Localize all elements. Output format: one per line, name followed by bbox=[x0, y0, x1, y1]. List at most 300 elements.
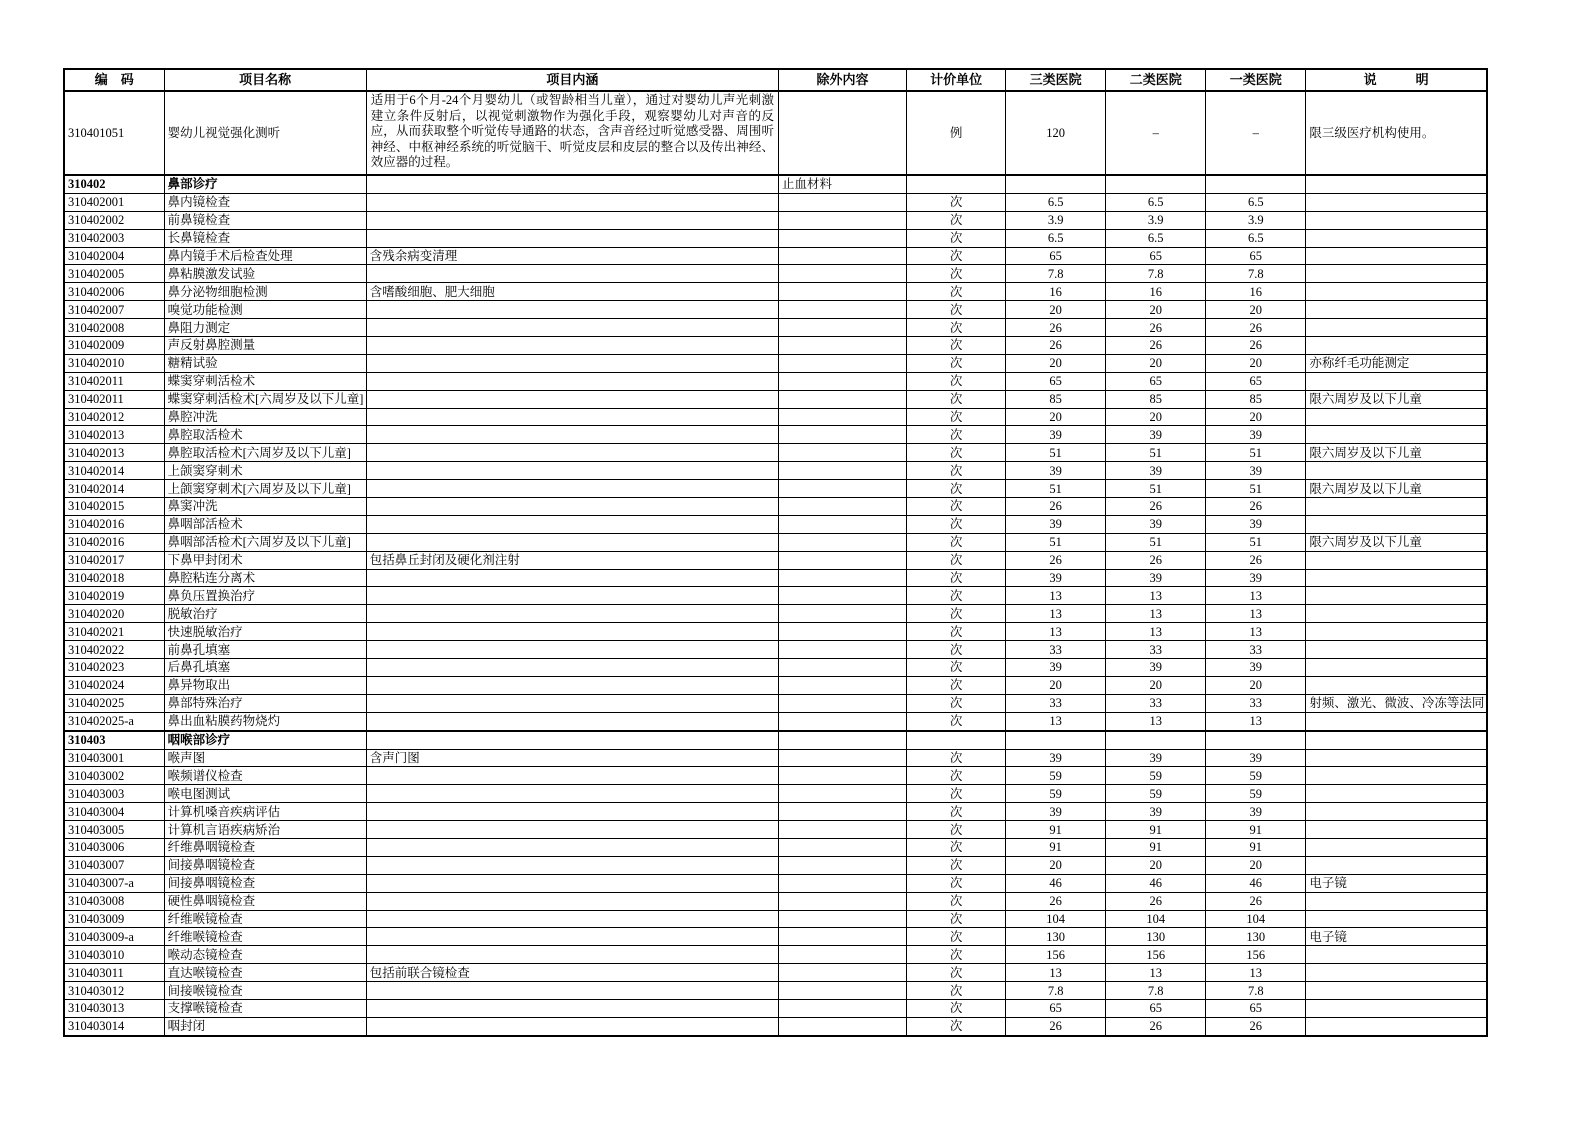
note-cell bbox=[1306, 247, 1487, 265]
excluded-cell bbox=[778, 874, 906, 892]
p3-cell: 59 bbox=[1006, 785, 1106, 803]
unit-cell: 次 bbox=[907, 426, 1006, 444]
code-cell: 310402003 bbox=[64, 229, 164, 247]
p3-cell: 85 bbox=[1006, 390, 1106, 408]
unit-cell: 次 bbox=[907, 856, 1006, 874]
excluded-cell bbox=[778, 749, 906, 767]
name-cell: 长鼻镜检查 bbox=[164, 229, 366, 247]
code-cell: 310402004 bbox=[64, 247, 164, 265]
p2-cell: 130 bbox=[1106, 928, 1206, 946]
p3-cell: 26 bbox=[1006, 319, 1106, 337]
note-cell: 限六周岁及以下儿童 bbox=[1306, 390, 1487, 408]
note-cell bbox=[1306, 676, 1487, 694]
code-cell: 310402017 bbox=[64, 551, 164, 569]
table-row bbox=[64, 193, 1487, 211]
p3-cell: 26 bbox=[1006, 892, 1106, 910]
excluded-cell bbox=[778, 982, 906, 1000]
p1-cell: 13 bbox=[1206, 964, 1306, 982]
note-cell bbox=[1306, 605, 1487, 623]
unit-cell: 次 bbox=[907, 999, 1006, 1017]
p2-cell: 51 bbox=[1106, 444, 1206, 462]
table-row bbox=[64, 301, 1487, 319]
name-cell: 鼻腔取活检术 bbox=[164, 426, 366, 444]
excluded-cell bbox=[778, 372, 906, 390]
name-cell: 咽封闭 bbox=[164, 1017, 366, 1035]
name-cell: 前鼻镜检查 bbox=[164, 211, 366, 229]
unit-cell: 次 bbox=[907, 749, 1006, 767]
table-row bbox=[64, 337, 1487, 355]
name-cell: 鼻阻力测定 bbox=[164, 319, 366, 337]
p2-cell: 33 bbox=[1106, 641, 1206, 659]
p1-cell: 51 bbox=[1206, 444, 1306, 462]
table-row bbox=[64, 247, 1487, 265]
p2-cell: 26 bbox=[1106, 319, 1206, 337]
content-cell bbox=[366, 265, 778, 283]
unit-cell: 次 bbox=[907, 659, 1006, 677]
content-cell bbox=[366, 856, 778, 874]
note-cell bbox=[1306, 856, 1487, 874]
name-cell: 鼻部诊疗 bbox=[164, 175, 366, 193]
unit-cell: 次 bbox=[907, 569, 1006, 587]
content-cell bbox=[366, 946, 778, 964]
p2-cell: 13 bbox=[1106, 964, 1206, 982]
p2-cell: 20 bbox=[1106, 676, 1206, 694]
section-row bbox=[64, 731, 1487, 749]
p3-cell bbox=[1006, 175, 1106, 193]
p2-cell: 39 bbox=[1106, 426, 1206, 444]
p1-cell: 20 bbox=[1206, 676, 1306, 694]
note-cell bbox=[1306, 659, 1487, 677]
p2-cell: 26 bbox=[1106, 1017, 1206, 1035]
name-cell: 纤维鼻咽镜检查 bbox=[164, 838, 366, 856]
content-cell: 含残余病变清理 bbox=[366, 247, 778, 265]
p1-cell: 39 bbox=[1206, 515, 1306, 533]
content-cell bbox=[366, 982, 778, 1000]
name-cell: 硬性鼻咽镜检查 bbox=[164, 892, 366, 910]
p1-cell: – bbox=[1206, 91, 1306, 175]
content-cell bbox=[366, 498, 778, 516]
code-cell: 310402016 bbox=[64, 515, 164, 533]
name-cell: 鼻出血粘膜药物烧灼 bbox=[164, 712, 366, 730]
excluded-cell bbox=[778, 426, 906, 444]
content-cell bbox=[366, 676, 778, 694]
code-cell: 310402014 bbox=[64, 480, 164, 498]
name-cell: 直达喉镜检查 bbox=[164, 964, 366, 982]
p3-cell: 51 bbox=[1006, 480, 1106, 498]
p2-cell: – bbox=[1106, 91, 1206, 175]
content-cell bbox=[366, 641, 778, 659]
excluded-cell bbox=[778, 533, 906, 551]
p2-cell: 20 bbox=[1106, 301, 1206, 319]
p3-cell: 65 bbox=[1006, 372, 1106, 390]
header-notes: 说 明 bbox=[1306, 69, 1487, 91]
content-cell bbox=[366, 462, 778, 480]
name-cell: 蝶窦穿刺活检术 bbox=[164, 372, 366, 390]
code-cell: 310401051 bbox=[64, 91, 164, 175]
name-cell: 前鼻孔填塞 bbox=[164, 641, 366, 659]
name-cell: 嗅觉功能检测 bbox=[164, 301, 366, 319]
excluded-cell bbox=[778, 283, 906, 301]
content-cell bbox=[366, 337, 778, 355]
unit-cell: 次 bbox=[907, 211, 1006, 229]
unit-cell: 次 bbox=[907, 390, 1006, 408]
note-cell: 射频、激光、微波、冷冻等法同 bbox=[1306, 694, 1487, 712]
excluded-cell bbox=[778, 91, 906, 175]
p2-cell: 65 bbox=[1106, 247, 1206, 265]
p2-cell bbox=[1106, 731, 1206, 749]
p3-cell: 7.8 bbox=[1006, 982, 1106, 1000]
content-cell bbox=[366, 515, 778, 533]
unit-cell bbox=[907, 731, 1006, 749]
code-cell: 310402015 bbox=[64, 498, 164, 516]
content-cell bbox=[366, 838, 778, 856]
table-row bbox=[64, 515, 1487, 533]
code-cell: 310402010 bbox=[64, 354, 164, 372]
note-cell: 电子镜 bbox=[1306, 928, 1487, 946]
p1-cell: 33 bbox=[1206, 641, 1306, 659]
code-cell: 310402016 bbox=[64, 533, 164, 551]
p3-cell: 20 bbox=[1006, 354, 1106, 372]
p3-cell: 39 bbox=[1006, 426, 1106, 444]
table-row bbox=[64, 283, 1487, 301]
p1-cell: 39 bbox=[1206, 749, 1306, 767]
p2-cell: 26 bbox=[1106, 498, 1206, 516]
unit-cell: 次 bbox=[907, 676, 1006, 694]
table-row bbox=[64, 498, 1487, 516]
unit-cell: 次 bbox=[907, 193, 1006, 211]
unit-cell: 次 bbox=[907, 946, 1006, 964]
p1-cell: 156 bbox=[1206, 946, 1306, 964]
unit-cell: 次 bbox=[907, 498, 1006, 516]
name-cell: 喉声图 bbox=[164, 749, 366, 767]
content-cell bbox=[366, 910, 778, 928]
name-cell: 鼻腔粘连分离术 bbox=[164, 569, 366, 587]
name-cell: 鼻异物取出 bbox=[164, 676, 366, 694]
p2-cell: 6.5 bbox=[1106, 229, 1206, 247]
p3-cell: 65 bbox=[1006, 999, 1106, 1017]
note-cell bbox=[1306, 964, 1487, 982]
table-row bbox=[64, 892, 1487, 910]
code-cell: 310402011 bbox=[64, 390, 164, 408]
content-cell bbox=[366, 785, 778, 803]
name-cell: 支撑喉镜检查 bbox=[164, 999, 366, 1017]
p1-cell: 65 bbox=[1206, 372, 1306, 390]
excluded-cell bbox=[778, 892, 906, 910]
content-cell bbox=[366, 821, 778, 839]
p3-cell: 6.5 bbox=[1006, 193, 1106, 211]
note-cell bbox=[1306, 821, 1487, 839]
content-cell bbox=[366, 928, 778, 946]
p2-cell: 13 bbox=[1106, 605, 1206, 623]
note-cell: 限六周岁及以下儿童 bbox=[1306, 480, 1487, 498]
excluded-cell bbox=[778, 821, 906, 839]
content-cell bbox=[366, 587, 778, 605]
name-cell: 计算机言语疾病矫治 bbox=[164, 821, 366, 839]
p3-cell: 39 bbox=[1006, 749, 1106, 767]
name-cell: 间接鼻咽镜检查 bbox=[164, 856, 366, 874]
p1-cell: 6.5 bbox=[1206, 193, 1306, 211]
note-cell bbox=[1306, 641, 1487, 659]
note-cell bbox=[1306, 229, 1487, 247]
excluded-cell bbox=[778, 408, 906, 426]
table-row bbox=[64, 569, 1487, 587]
p1-cell: 91 bbox=[1206, 838, 1306, 856]
name-cell: 鼻负压置换治疗 bbox=[164, 587, 366, 605]
table-row bbox=[64, 319, 1487, 337]
header-item-content: 项目内涵 bbox=[366, 69, 778, 91]
note-cell bbox=[1306, 569, 1487, 587]
table-row bbox=[64, 676, 1487, 694]
note-cell: 限三级医疗机构使用。 bbox=[1306, 91, 1487, 175]
unit-cell: 次 bbox=[907, 982, 1006, 1000]
content-cell bbox=[366, 803, 778, 821]
content-cell bbox=[366, 1017, 778, 1035]
p1-cell: 51 bbox=[1206, 533, 1306, 551]
p3-cell: 33 bbox=[1006, 694, 1106, 712]
content-cell: 适用于6个月-24个月婴幼儿（或智龄相当儿童），通过对婴幼儿声光刺激建立条件反射后，以视觉刺激物作为强化手段，观察婴幼儿对声音的反应，从而获取整个听觉传导通路的状态，含声音经过听觉感受器、周围听神经、中枢神经系统的听觉脑干、听觉皮层和皮层的整合以及传出神经、效应器的过程。 bbox=[366, 91, 778, 175]
p2-cell: 20 bbox=[1106, 408, 1206, 426]
table-row bbox=[64, 874, 1487, 892]
p2-cell: 156 bbox=[1106, 946, 1206, 964]
name-cell: 鼻咽部活检术 bbox=[164, 515, 366, 533]
excluded-cell bbox=[778, 999, 906, 1017]
unit-cell: 次 bbox=[907, 265, 1006, 283]
p3-cell: 13 bbox=[1006, 712, 1106, 730]
p2-cell: 16 bbox=[1106, 283, 1206, 301]
table-row bbox=[64, 91, 1487, 175]
content-cell bbox=[366, 480, 778, 498]
name-cell: 计算机嗓音疾病评估 bbox=[164, 803, 366, 821]
code-cell: 310403009 bbox=[64, 910, 164, 928]
p2-cell: 7.8 bbox=[1106, 982, 1206, 1000]
unit-cell: 次 bbox=[907, 767, 1006, 785]
p3-cell: 13 bbox=[1006, 623, 1106, 641]
p2-cell: 20 bbox=[1106, 354, 1206, 372]
p1-cell: 39 bbox=[1206, 426, 1306, 444]
p1-cell: 51 bbox=[1206, 480, 1306, 498]
code-cell: 310402019 bbox=[64, 587, 164, 605]
header-code: 编 码 bbox=[64, 69, 164, 91]
name-cell: 喉电图测试 bbox=[164, 785, 366, 803]
name-cell: 婴幼儿视觉强化测听 bbox=[164, 91, 366, 175]
unit-cell bbox=[907, 175, 1006, 193]
unit-cell: 次 bbox=[907, 803, 1006, 821]
p2-cell: 91 bbox=[1106, 821, 1206, 839]
code-cell: 310403007-a bbox=[64, 874, 164, 892]
p3-cell: 39 bbox=[1006, 569, 1106, 587]
table-row bbox=[64, 712, 1487, 730]
content-cell bbox=[366, 354, 778, 372]
note-cell bbox=[1306, 319, 1487, 337]
p3-cell: 20 bbox=[1006, 408, 1106, 426]
code-cell: 310403010 bbox=[64, 946, 164, 964]
p1-cell: 39 bbox=[1206, 803, 1306, 821]
table-row bbox=[64, 928, 1487, 946]
name-cell: 间接喉镜检查 bbox=[164, 982, 366, 1000]
p2-cell: 26 bbox=[1106, 337, 1206, 355]
p3-cell: 91 bbox=[1006, 838, 1106, 856]
table-row bbox=[64, 982, 1487, 1000]
unit-cell: 次 bbox=[907, 247, 1006, 265]
p2-cell: 13 bbox=[1106, 587, 1206, 605]
unit-cell: 次 bbox=[907, 229, 1006, 247]
excluded-cell bbox=[778, 659, 906, 677]
excluded-cell bbox=[778, 838, 906, 856]
p1-cell: 7.8 bbox=[1206, 265, 1306, 283]
content-cell bbox=[366, 694, 778, 712]
name-cell: 后鼻孔填塞 bbox=[164, 659, 366, 677]
p2-cell: 39 bbox=[1106, 749, 1206, 767]
code-cell: 310402024 bbox=[64, 676, 164, 694]
note-cell bbox=[1306, 982, 1487, 1000]
note-cell bbox=[1306, 408, 1487, 426]
p1-cell: 46 bbox=[1206, 874, 1306, 892]
table-row bbox=[64, 749, 1487, 767]
note-cell bbox=[1306, 301, 1487, 319]
excluded-cell bbox=[778, 712, 906, 730]
name-cell: 鼻分泌物细胞检测 bbox=[164, 283, 366, 301]
p1-cell: 59 bbox=[1206, 767, 1306, 785]
p1-cell: 26 bbox=[1206, 319, 1306, 337]
p2-cell: 65 bbox=[1106, 372, 1206, 390]
note-cell bbox=[1306, 731, 1487, 749]
content-cell bbox=[366, 731, 778, 749]
note-cell: 电子镜 bbox=[1306, 874, 1487, 892]
code-cell: 310402022 bbox=[64, 641, 164, 659]
unit-cell: 次 bbox=[907, 444, 1006, 462]
table-row bbox=[64, 372, 1487, 390]
note-cell bbox=[1306, 426, 1487, 444]
p3-cell: 51 bbox=[1006, 444, 1106, 462]
excluded-cell bbox=[778, 569, 906, 587]
code-cell: 310402020 bbox=[64, 605, 164, 623]
excluded-cell bbox=[778, 480, 906, 498]
content-cell bbox=[366, 444, 778, 462]
unit-cell: 次 bbox=[907, 694, 1006, 712]
p1-cell: 16 bbox=[1206, 283, 1306, 301]
table-row bbox=[64, 444, 1487, 462]
content-cell bbox=[366, 319, 778, 337]
unit-cell: 次 bbox=[907, 462, 1006, 480]
excluded-cell bbox=[778, 319, 906, 337]
excluded-cell bbox=[778, 623, 906, 641]
p1-cell: 3.9 bbox=[1206, 211, 1306, 229]
name-cell: 喉动态镜检查 bbox=[164, 946, 366, 964]
excluded-cell bbox=[778, 731, 906, 749]
content-cell bbox=[366, 301, 778, 319]
table-row bbox=[64, 641, 1487, 659]
code-cell: 310403012 bbox=[64, 982, 164, 1000]
note-cell bbox=[1306, 838, 1487, 856]
name-cell: 蝶窦穿刺活检术[六周岁及以下儿童] bbox=[164, 390, 366, 408]
unit-cell: 次 bbox=[907, 1017, 1006, 1035]
code-cell: 310402007 bbox=[64, 301, 164, 319]
excluded-cell bbox=[778, 587, 906, 605]
p3-cell: 26 bbox=[1006, 1017, 1106, 1035]
unit-cell: 次 bbox=[907, 515, 1006, 533]
excluded-cell bbox=[778, 910, 906, 928]
code-cell: 310402023 bbox=[64, 659, 164, 677]
content-cell bbox=[366, 659, 778, 677]
table-row bbox=[64, 785, 1487, 803]
p2-cell: 39 bbox=[1106, 659, 1206, 677]
unit-cell: 例 bbox=[907, 91, 1006, 175]
note-cell: 限六周岁及以下儿童 bbox=[1306, 444, 1487, 462]
content-cell bbox=[366, 712, 778, 730]
content-cell bbox=[366, 229, 778, 247]
unit-cell: 次 bbox=[907, 874, 1006, 892]
excluded-cell bbox=[778, 462, 906, 480]
p2-cell: 65 bbox=[1106, 999, 1206, 1017]
code-cell: 310403008 bbox=[64, 892, 164, 910]
name-cell: 鼻窦冲洗 bbox=[164, 498, 366, 516]
p1-cell: 26 bbox=[1206, 498, 1306, 516]
note-cell bbox=[1306, 515, 1487, 533]
p3-cell: 26 bbox=[1006, 551, 1106, 569]
content-cell bbox=[366, 408, 778, 426]
note-cell bbox=[1306, 337, 1487, 355]
note-cell bbox=[1306, 193, 1487, 211]
unit-cell: 次 bbox=[907, 319, 1006, 337]
note-cell bbox=[1306, 712, 1487, 730]
unit-cell: 次 bbox=[907, 301, 1006, 319]
excluded-cell bbox=[778, 498, 906, 516]
p3-cell: 46 bbox=[1006, 874, 1106, 892]
note-cell bbox=[1306, 749, 1487, 767]
p2-cell: 6.5 bbox=[1106, 193, 1206, 211]
excluded-cell bbox=[778, 964, 906, 982]
content-cell bbox=[366, 390, 778, 408]
excluded-cell bbox=[778, 229, 906, 247]
code-cell: 310402014 bbox=[64, 462, 164, 480]
name-cell: 鼻腔冲洗 bbox=[164, 408, 366, 426]
unit-cell: 次 bbox=[907, 892, 1006, 910]
content-cell: 含声门图 bbox=[366, 749, 778, 767]
unit-cell: 次 bbox=[907, 838, 1006, 856]
p3-cell: 6.5 bbox=[1006, 229, 1106, 247]
note-cell bbox=[1306, 910, 1487, 928]
header-tier1-hospital: 一类医院 bbox=[1206, 69, 1306, 91]
table-row bbox=[64, 946, 1487, 964]
p2-cell: 39 bbox=[1106, 803, 1206, 821]
code-cell: 310402001 bbox=[64, 193, 164, 211]
name-cell: 上颌窦穿刺术 bbox=[164, 462, 366, 480]
table-row bbox=[64, 426, 1487, 444]
price-table bbox=[63, 68, 1488, 1037]
p2-cell: 7.8 bbox=[1106, 265, 1206, 283]
unit-cell: 次 bbox=[907, 785, 1006, 803]
p1-cell: 65 bbox=[1206, 999, 1306, 1017]
p1-cell: 65 bbox=[1206, 247, 1306, 265]
p2-cell: 59 bbox=[1106, 767, 1206, 785]
code-cell: 310403004 bbox=[64, 803, 164, 821]
p1-cell: 39 bbox=[1206, 462, 1306, 480]
header-row bbox=[64, 69, 1487, 91]
excluded-cell bbox=[778, 551, 906, 569]
p3-cell: 13 bbox=[1006, 587, 1106, 605]
excluded-cell bbox=[778, 211, 906, 229]
unit-cell: 次 bbox=[907, 821, 1006, 839]
p2-cell: 20 bbox=[1106, 856, 1206, 874]
content-cell bbox=[366, 999, 778, 1017]
p1-cell: 130 bbox=[1206, 928, 1306, 946]
name-cell: 纤维喉镜检查 bbox=[164, 910, 366, 928]
code-cell: 310402006 bbox=[64, 283, 164, 301]
excluded-cell bbox=[778, 694, 906, 712]
code-cell: 310402021 bbox=[64, 623, 164, 641]
note-cell bbox=[1306, 785, 1487, 803]
table-row bbox=[64, 533, 1487, 551]
